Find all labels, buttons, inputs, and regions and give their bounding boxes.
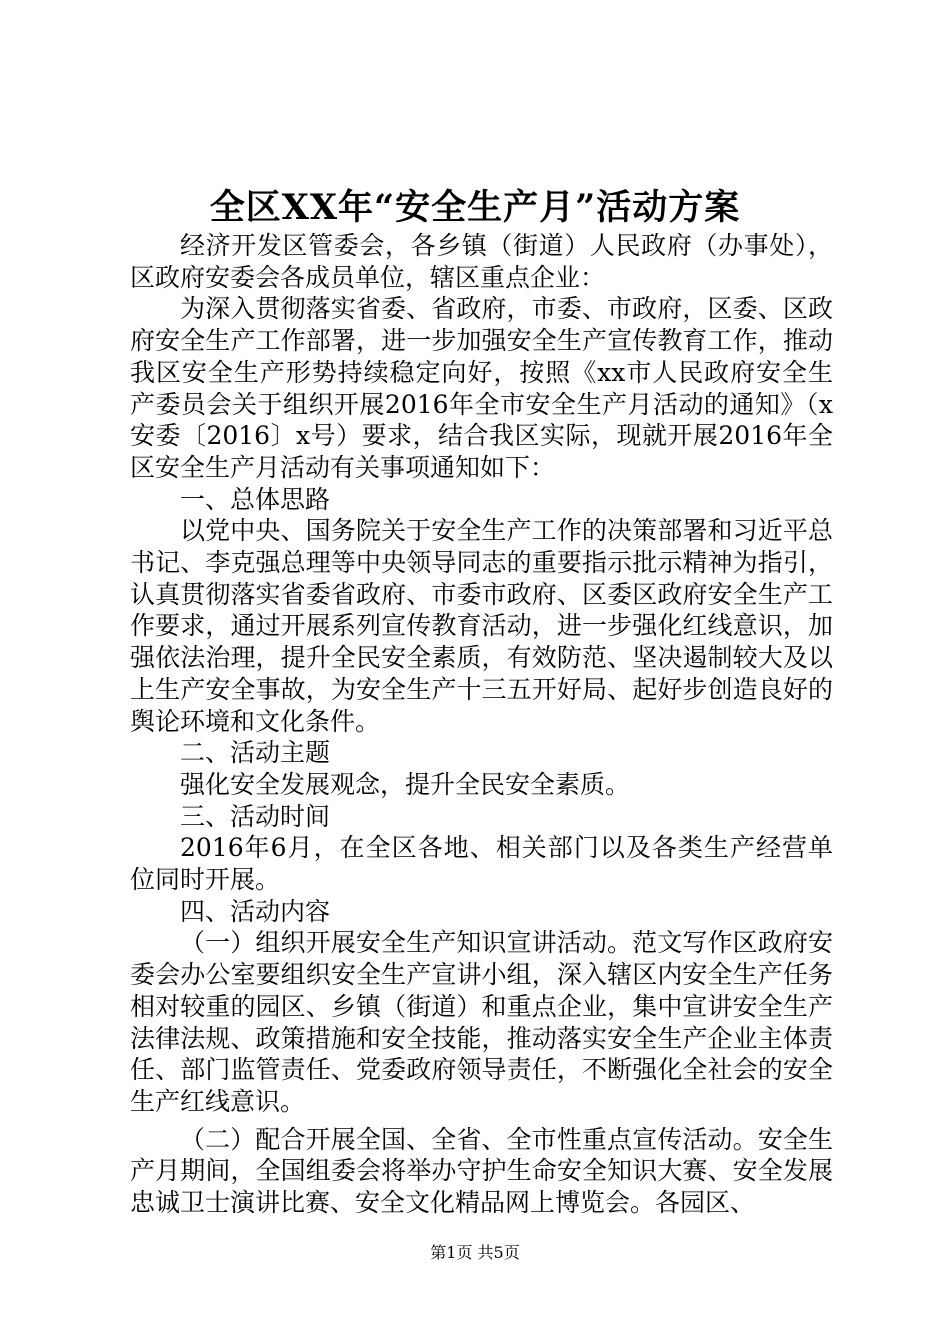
document-body (130, 230, 833, 1219)
document-title: 全区XX年“安全生产月”活动方案 (209, 187, 741, 228)
paragraph-theme: 强化安全发展观念，提升全民安全素质。 (180, 769, 631, 799)
paragraph-content-1: （一）组织开展安全生产知识宣讲活动。范文写作区政府安委会办公室要组织安全生产宣讲小组，深入辖区内安全生产任务相对较重的园区、乡镇（街道）和重点企业，集中宣讲安全生产法律法规、政策措施和安全技能，推动落实安全生产企业主体责任、部门监管责任、党委政府领导责任，不断强化全社会的安全生产红线意识。 (130, 928, 833, 1116)
section-heading-4: 四、活动内容 (180, 896, 331, 926)
paragraph-overall-idea: 以党中央、国务院关于安全生产工作的决策部署和习近平总书记、李克强总理等中央领导同志的重要指示批示精神为指引，认真贯彻落实省委省政府、市委市政府、区委区政府安全生产工作要求，通过开展系列宣传教育活动，进一步强化红线意识，加强依法治理，提升全民安全素质，有效防范、坚决遏制较大及以上生产安全事故，为安全生产十三五开好局、起好步创造良好的舆论环境和文化条件。 (130, 516, 833, 736)
section-heading-2: 二、活动主题 (180, 738, 331, 768)
paragraph-recipients: 经济开发区管委会，各乡镇（街道）人民政府（办事处），区政府安委会各成员单位，辖区重点企业： (130, 231, 833, 292)
paragraph-time: 2016年6月，在全区各地、相关部门以及各类生产经营单位同时开展。 (130, 833, 833, 895)
section-heading-1: 一、总体思路 (180, 484, 331, 514)
page-footer: 第1页 共5页 (430, 1243, 520, 1262)
section-heading-3: 三、活动时间 (180, 801, 331, 831)
paragraph-content-2: （二）配合开展全国、全省、全市性重点宣传活动。安全生产月期间，全国组委会将举办守护生命安全知识大赛、安全发展忠诚卫士演讲比赛、安全文化精品网上博览会。各园区、 (130, 1124, 833, 1218)
paragraph-intro: 为深入贯彻落实省委、省政府，市委、市政府，区委、区政府安全生产工作部署，进一步加强安全生产宣传教育工作，推动我区安全生产形势持续稳定向好，按照《xx市人民政府安全生产委员会关于组织开展2016年全市安全生产月活动的通知》（x安委〔2016〕x号）要求，结合我区实际，现就开展2016年全区安全生产月活动有关事项通知如下： (130, 294, 833, 482)
